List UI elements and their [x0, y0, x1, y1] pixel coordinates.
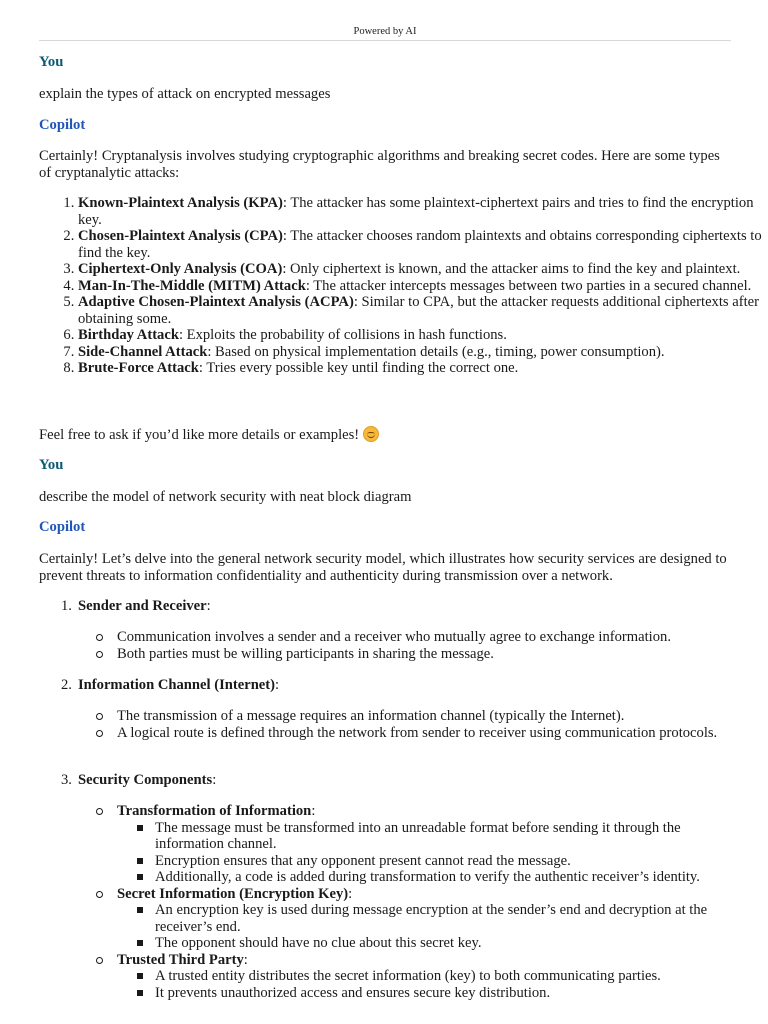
user-message: explain the types of attack on encrypted messages [39, 86, 331, 102]
attack-description: : The attacker has some plaintext-ciphertext pairs and tries to find the encryption key. [78, 195, 754, 228]
bullet-list [78, 708, 730, 741]
list-item [78, 228, 768, 261]
attack-description: : Similar to CPA, but the attacker requests additional ciphertexts after obtaining some. [78, 294, 759, 327]
list-item: The opponent should have no clue about this secret key. [117, 935, 730, 952]
colon: : [206, 598, 211, 614]
assistant-intro: Certainly! Cryptanalysis involves studying cryptographic algorithms and breaking secret codes. Here are some types of cryptanalytic attacks: [39, 148, 720, 181]
section-number: 3. [61, 772, 72, 788]
assistant-speaker-label: Copilot [39, 519, 86, 535]
attack-term: Adaptive Chosen-Plaintext Analysis (ACPA) [78, 294, 354, 310]
closing-text: Feel free to ask if you’d like more details or examples! [39, 427, 360, 443]
smiling-face-icon [363, 426, 379, 442]
component-title: Transformation of Information [117, 803, 312, 819]
attack-term: Known-Plaintext Analysis (KPA) [78, 195, 283, 211]
list-item [78, 261, 768, 278]
colon: : [311, 803, 316, 819]
list-item: The message must be transformed into an unreadable format before sending it through the information channel. [117, 820, 730, 853]
list-item [78, 278, 768, 295]
user-speaker-label: You [39, 54, 64, 70]
section-number: 2. [61, 677, 72, 693]
attack-description: : The attacker chooses random plaintexts and obtains corresponding ciphertexts to find the key. [78, 228, 762, 261]
sub-bullet-list [117, 820, 730, 886]
section-heading [61, 772, 730, 789]
list-item [78, 195, 768, 228]
attack-term: Birthday Attack [78, 327, 179, 343]
list-item [78, 952, 730, 1002]
section-heading [61, 677, 730, 694]
list-item: Both parties must be willing participants in sharing the message. [78, 646, 730, 663]
attack-description: : The attacker intercepts messages between two parties in a secured channel. [305, 277, 752, 294]
attack-types-list [39, 195, 768, 377]
list-item [78, 360, 768, 377]
attack-term: Brute-Force Attack [78, 360, 199, 376]
list-item: Additionally, a code is added during transformation to verify the authentic receiver’s identity. [117, 869, 730, 886]
page-header: Powered by AI [39, 24, 731, 41]
list-item: It prevents unauthorized access and ensures secure key distribution. [117, 985, 730, 1002]
attack-description: : Exploits the probability of collisions in hash functions. [178, 327, 507, 343]
component-title: Trusted Third Party [117, 951, 244, 968]
bullet-list [78, 629, 730, 662]
colon: : [212, 772, 217, 788]
attack-description: : Only ciphertext is known, and the attacker aims to find the key and plaintext. [282, 261, 741, 277]
section-title: Information Channel (Internet) [78, 677, 276, 693]
assistant-closing [39, 426, 729, 444]
list-item: Encryption ensures that any opponent present cannot read the message. [117, 853, 730, 870]
list-item [78, 327, 768, 344]
list-item [78, 344, 768, 361]
assistant-speaker-label: Copilot [39, 117, 86, 133]
section-heading [61, 598, 730, 615]
attack-term: Chosen-Plaintext Analysis (CPA) [78, 228, 283, 244]
list-item [78, 886, 730, 952]
component-list [78, 803, 730, 1001]
attack-term: Side-Channel Attack [78, 343, 208, 360]
list-item: Communication involves a sender and a receiver who mutually agree to exchange information. [78, 629, 730, 646]
section-number: 1. [61, 598, 72, 614]
list-item: The transmission of a message requires an information channel (typically the Internet). [78, 708, 730, 725]
attack-term: Man-In-The-Middle (MITM) Attack [78, 277, 306, 294]
colon: : [243, 951, 248, 968]
list-item [78, 803, 730, 886]
attack-description: : Tries every possible key until finding the correct one. [198, 360, 519, 376]
list-item: A logical route is defined through the network from sender to receiver using communication protocols. [78, 725, 730, 742]
section-title: Security Components [78, 772, 213, 788]
user-speaker-label: You [39, 457, 64, 473]
attack-description: : Based on physical implementation details (e.g., timing, power consumption). [207, 343, 665, 360]
list-item [78, 294, 768, 327]
list-item: An encryption key is used during message encryption at the sender’s end and decryption at the receiver’s end. [117, 902, 730, 935]
attack-term: Ciphertext-Only Analysis (COA) [78, 261, 283, 277]
sub-bullet-list [117, 968, 730, 1001]
list-item: A trusted entity distributes the secret information (key) to both communicating parties. [117, 968, 730, 985]
assistant-intro: Certainly! Let’s delve into the general network security model, which illustrates how security services are designed to prevent threats to information confidentiality and authenticity during transmission over a network. [39, 551, 727, 584]
sub-bullet-list [117, 902, 730, 952]
component-title: Secret Information (Encryption Key) [117, 885, 349, 902]
user-message: describe the model of network security with neat block diagram [39, 489, 412, 505]
colon: : [275, 677, 280, 693]
section-title: Sender and Receiver [78, 598, 207, 614]
colon: : [348, 885, 353, 902]
